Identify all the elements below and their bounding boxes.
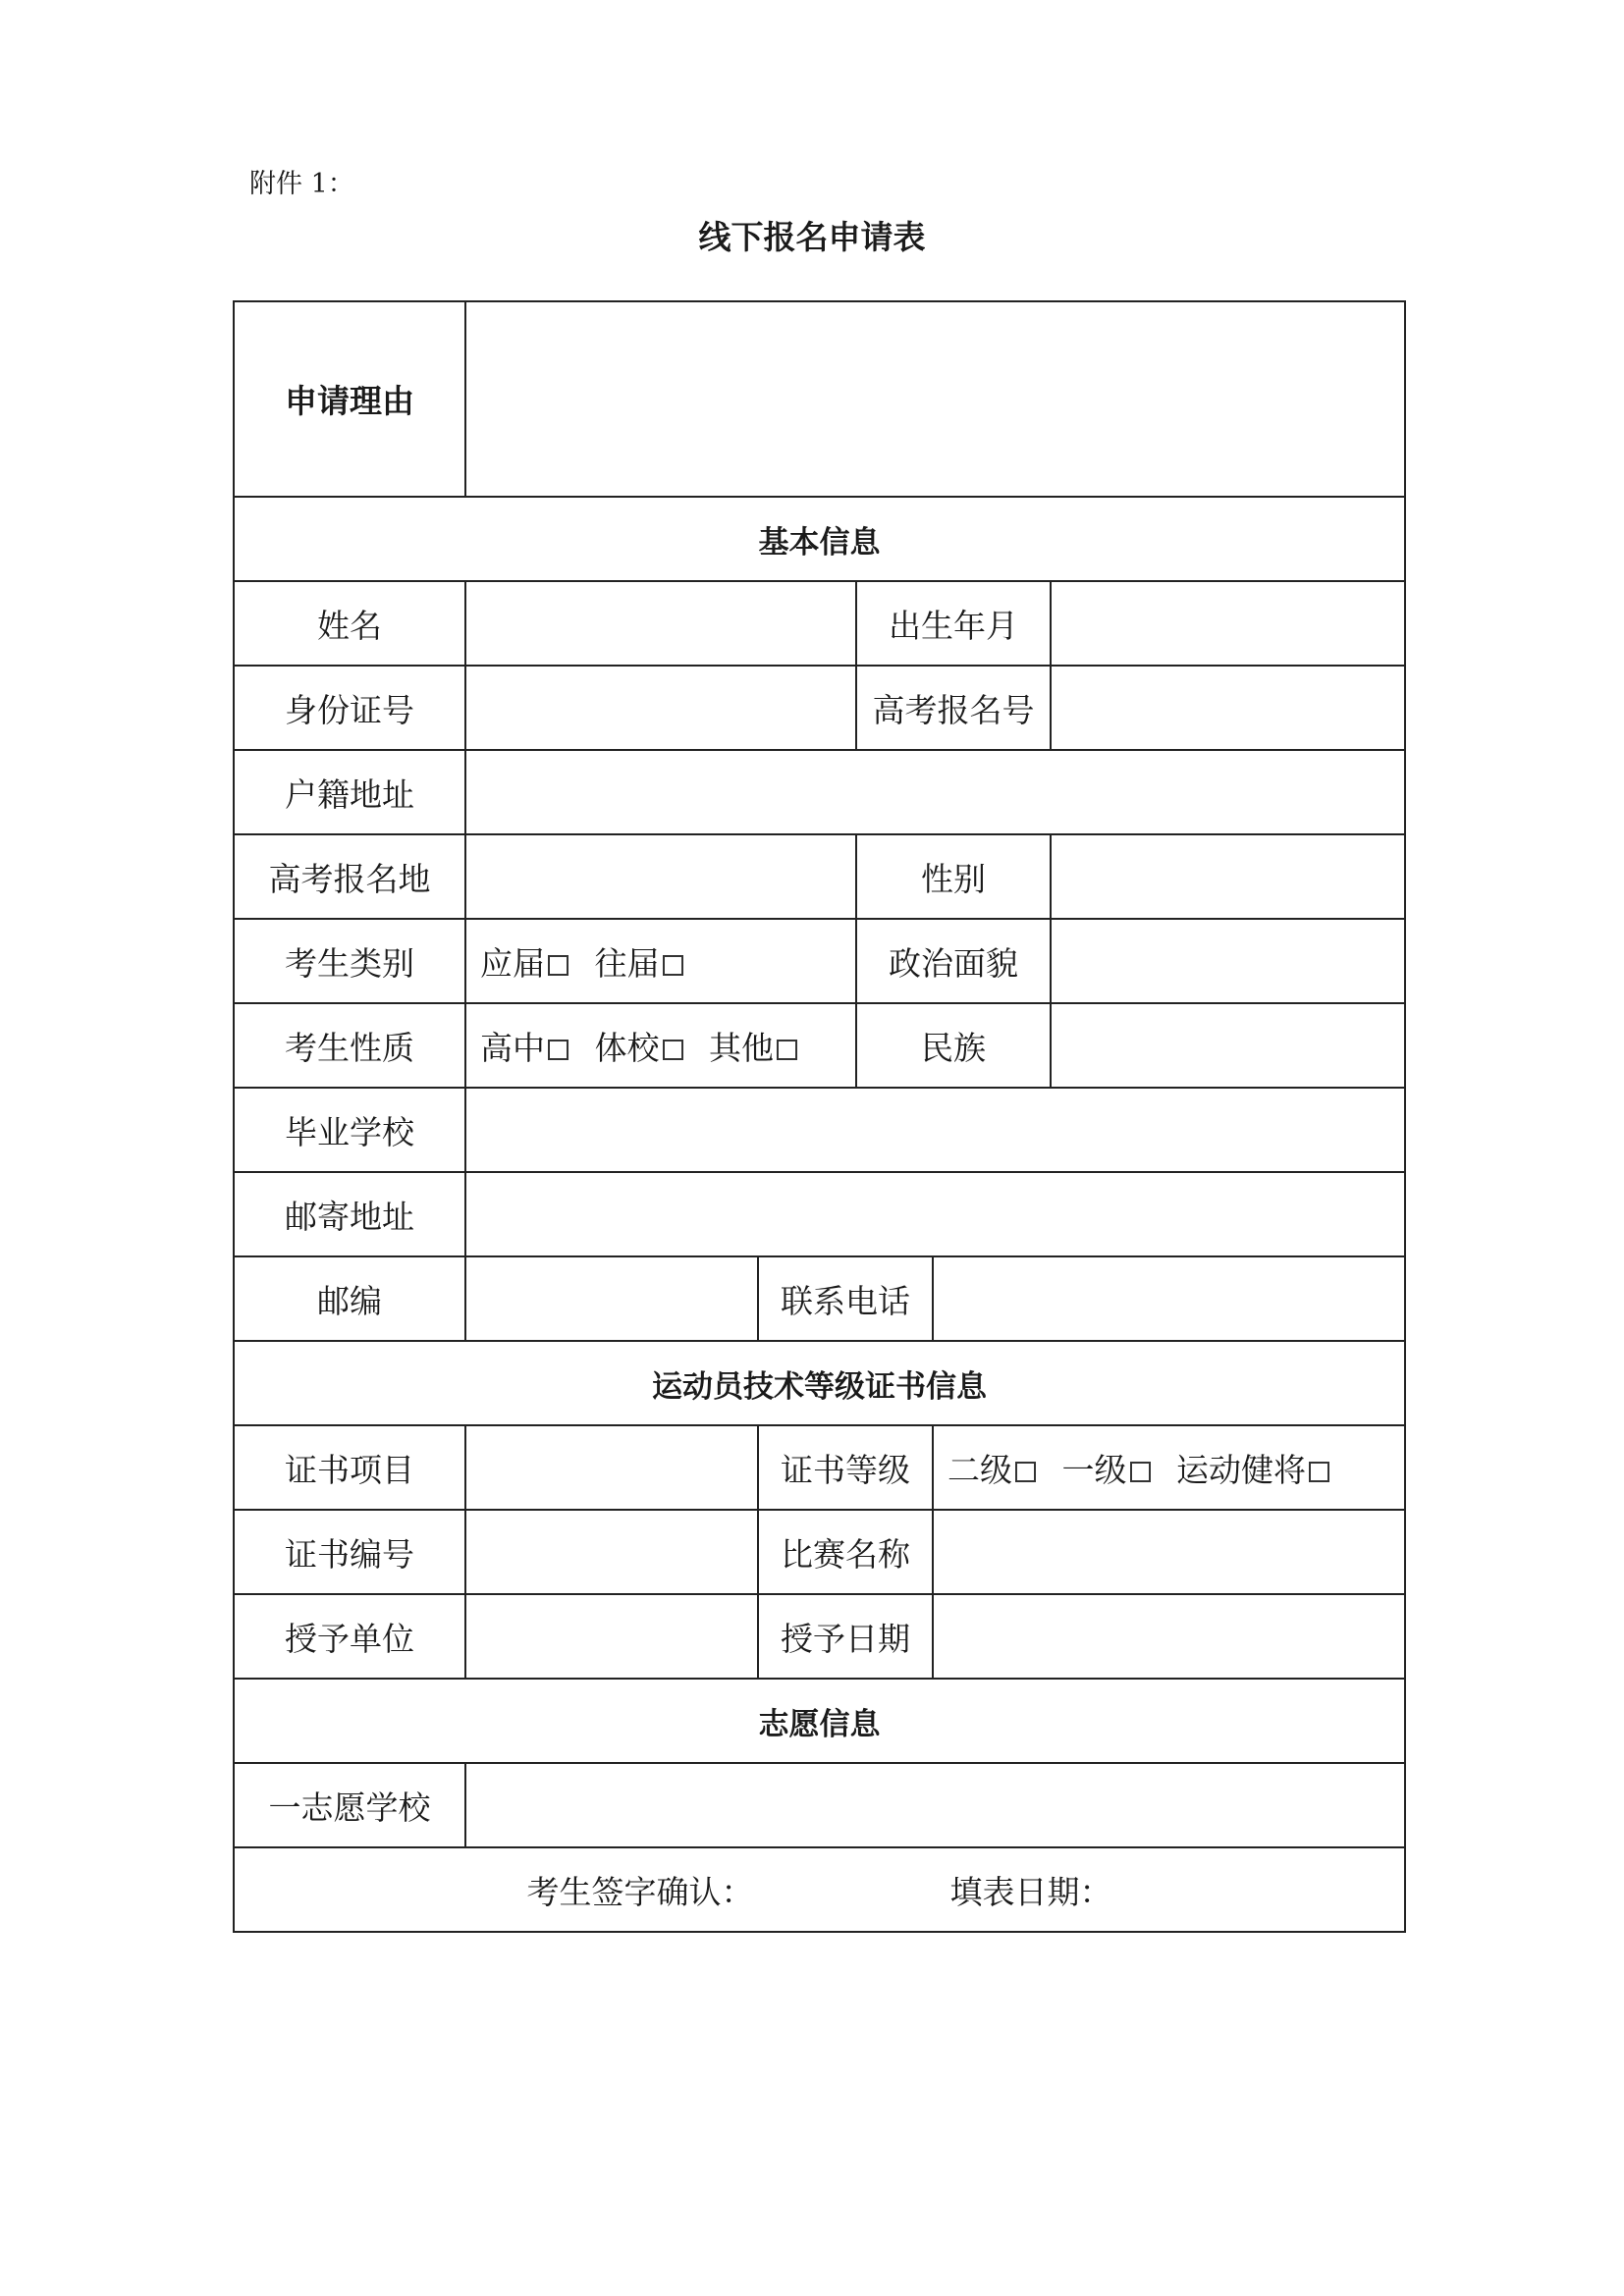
exam-reg-place-label: 高考报名地: [234, 834, 465, 919]
fill-date-label: 填表日期：: [949, 1872, 1112, 1911]
certificate-project-field[interactable]: [465, 1425, 758, 1510]
option-label: 应届: [480, 943, 545, 983]
first-choice-field[interactable]: [465, 1763, 1405, 1847]
section-certificate-info: 运动员技术等级证书信息: [234, 1341, 1405, 1425]
household-address-field[interactable]: [465, 750, 1405, 834]
signature-label: 考生签字确认：: [526, 1872, 754, 1911]
checkbox-icon[interactable]: [1309, 1462, 1329, 1482]
mailing-address-field[interactable]: [465, 1172, 1405, 1256]
competition-name-label: 比赛名称: [758, 1510, 933, 1594]
postcode-label: 邮编: [234, 1256, 465, 1341]
option-level-two[interactable]: [947, 1445, 1036, 1491]
certificate-level-options: [933, 1425, 1405, 1510]
reason-field[interactable]: [465, 301, 1405, 497]
option-high-school[interactable]: [480, 1023, 568, 1069]
graduation-school-label: 毕业学校: [234, 1088, 465, 1172]
option-level-one[interactable]: [1062, 1445, 1151, 1491]
phone-label: 联系电话: [758, 1256, 933, 1341]
issue-date-label: 授予日期: [758, 1594, 933, 1679]
certificate-level-label: 证书等级: [758, 1425, 933, 1510]
option-label: 运动健将: [1176, 1450, 1306, 1489]
checkbox-icon[interactable]: [1130, 1462, 1151, 1482]
candidate-type-options: [465, 919, 856, 1003]
name-field[interactable]: [465, 581, 856, 666]
issuer-label: 授予单位: [234, 1594, 465, 1679]
id-number-label: 身份证号: [234, 666, 465, 750]
application-form: [233, 300, 1406, 1933]
signature-row: [234, 1847, 1405, 1932]
attachment-label: 附件 1：: [249, 169, 354, 199]
certificate-number-label: 证书编号: [234, 1510, 465, 1594]
reason-label: 申请理由: [234, 301, 465, 497]
checkbox-icon[interactable]: [548, 955, 568, 976]
option-master-sportsman[interactable]: [1176, 1445, 1329, 1491]
birth-label: 出生年月: [856, 581, 1051, 666]
name-label: 姓名: [234, 581, 465, 666]
option-label: 高中: [480, 1028, 545, 1067]
section-preference-info: 志愿信息: [234, 1679, 1405, 1763]
ethnicity-field[interactable]: [1051, 1003, 1405, 1088]
graduation-school-field[interactable]: [465, 1088, 1405, 1172]
option-label: 其他: [709, 1028, 774, 1067]
gender-label: 性别: [856, 834, 1051, 919]
postcode-field[interactable]: [465, 1256, 758, 1341]
option-label: 一级: [1061, 1450, 1127, 1489]
exam-reg-place-field[interactable]: [465, 834, 856, 919]
option-previous-year[interactable]: [595, 938, 683, 985]
issue-date-field[interactable]: [933, 1594, 1405, 1679]
gender-field[interactable]: [1051, 834, 1405, 919]
certificate-number-field[interactable]: [465, 1510, 758, 1594]
checkbox-icon[interactable]: [548, 1040, 568, 1060]
id-number-field[interactable]: [465, 666, 856, 750]
option-label: 二级: [947, 1450, 1012, 1489]
political-status-field[interactable]: [1051, 919, 1405, 1003]
phone-field[interactable]: [933, 1256, 1405, 1341]
birth-field[interactable]: [1051, 581, 1405, 666]
form-title: 线下报名申请表: [698, 218, 926, 256]
option-other[interactable]: [709, 1023, 797, 1069]
first-choice-label: 一志愿学校: [234, 1763, 465, 1847]
political-status-label: 政治面貌: [856, 919, 1051, 1003]
household-address-label: 户籍地址: [234, 750, 465, 834]
ethnicity-label: 民族: [856, 1003, 1051, 1088]
checkbox-icon[interactable]: [663, 955, 683, 976]
issuer-field[interactable]: [465, 1594, 758, 1679]
competition-name-field[interactable]: [933, 1510, 1405, 1594]
checkbox-icon[interactable]: [663, 1040, 683, 1060]
exam-reg-no-field[interactable]: [1051, 666, 1405, 750]
checkbox-icon[interactable]: [777, 1040, 797, 1060]
option-label: 往届: [594, 943, 660, 983]
exam-reg-no-label: 高考报名号: [856, 666, 1051, 750]
section-basic-info: 基本信息: [234, 497, 1405, 581]
checkbox-icon[interactable]: [1015, 1462, 1036, 1482]
option-current-year[interactable]: [480, 938, 568, 985]
candidate-type-label: 考生类别: [234, 919, 465, 1003]
option-sports-school[interactable]: [595, 1023, 683, 1069]
candidate-nature-label: 考生性质: [234, 1003, 465, 1088]
mailing-address-label: 邮寄地址: [234, 1172, 465, 1256]
option-label: 体校: [594, 1028, 660, 1067]
candidate-nature-options: [465, 1003, 856, 1088]
certificate-project-label: 证书项目: [234, 1425, 465, 1510]
